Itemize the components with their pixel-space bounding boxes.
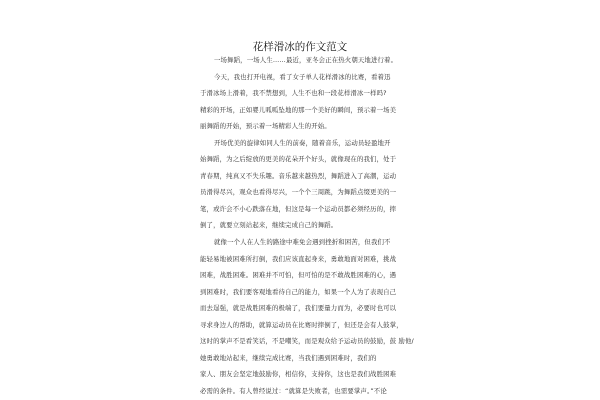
text-line: 而去逞强，就是战胜困难的极端了，我们要量力而为，必要时也可以 xyxy=(200,304,397,313)
text-line: 一场舞蹈，一场人生……最近，亚冬会正在热火朝天地进行着。 xyxy=(214,56,398,64)
text-line: 丽舞蹈的开始，预示着一场精彩人生的开始。 xyxy=(200,122,331,131)
document-title: 花样滑冰的作文范文 xyxy=(252,41,348,53)
text-line: 始舞蹈，为之后绽放的更美的花朵开个好头，就像现在的我们，处于 xyxy=(200,155,397,164)
text-line: 到困难时，我们要客观地看待自己的能力，如果一个人为了表现自己 xyxy=(200,287,397,296)
text-line: 倒了，就要立刻站起来，继续完成自己的舞蹈。 xyxy=(200,221,338,230)
text-line: 笔，或许会不小心跌落在地，但这是每一个运动员都必须经历的，摔 xyxy=(200,204,397,213)
text-line: 她勇敢地站起来，继续完成比赛，当我们遇到困难时，我们的 xyxy=(200,353,377,362)
text-line: 开场优美的旋律如同人生的前奏，随着音乐，运动员轻盈地开 xyxy=(214,138,391,147)
text-line: 就像一个人在人生的路途中难免会遇到挫折和困苦，但我们不 xyxy=(214,238,391,247)
text-line: 寻求身边人的帮助，就算运动员在比赛时摔倒了，但还是会有人鼓掌， xyxy=(200,320,403,329)
text-line: 这时的掌声不是看笑话，不是嘲笑，而是观众给予运动员的鼓励，鼓 励他/ xyxy=(200,337,414,346)
document-body xyxy=(200,52,414,399)
text-line: 必需的条件。有人曾经说过：“就算是失败者，也需要掌声。”不论 xyxy=(200,386,387,395)
text-line: 青春期，纯真又不失乐趣。音乐越来越热烈，舞蹈进入了高潮，运动 xyxy=(200,171,397,180)
text-line: 于滑冰场上滑着，我不禁想到，人生不也和一段花样滑冰一样吗? xyxy=(200,89,387,98)
text-line: 困难，战胜困难。困难并不可怕，但可怕的是不敢战胜困难的心，遇 xyxy=(200,271,397,280)
text-line: 家人、朋友会坚定地鼓励你，相信你，支持你，这也是我们战胜困难 xyxy=(200,370,397,379)
text-line: 员滑得尽兴，观众也看得尽兴，一个个三周跳，为舞蹈点缀更美的一 xyxy=(200,188,397,197)
text-line: 精彩的开场，正如婴儿呱呱坠地的那一个美好的瞬间，预示着一场美 xyxy=(200,105,397,114)
text-line: 能轻易地被困难所打倒，我们应该直起身来，勇敢地面对困难，挑战 xyxy=(200,254,397,263)
text-line: 今天，我也打开电视，看了女子单人花样滑冰的比赛，看着迅 xyxy=(214,72,391,81)
